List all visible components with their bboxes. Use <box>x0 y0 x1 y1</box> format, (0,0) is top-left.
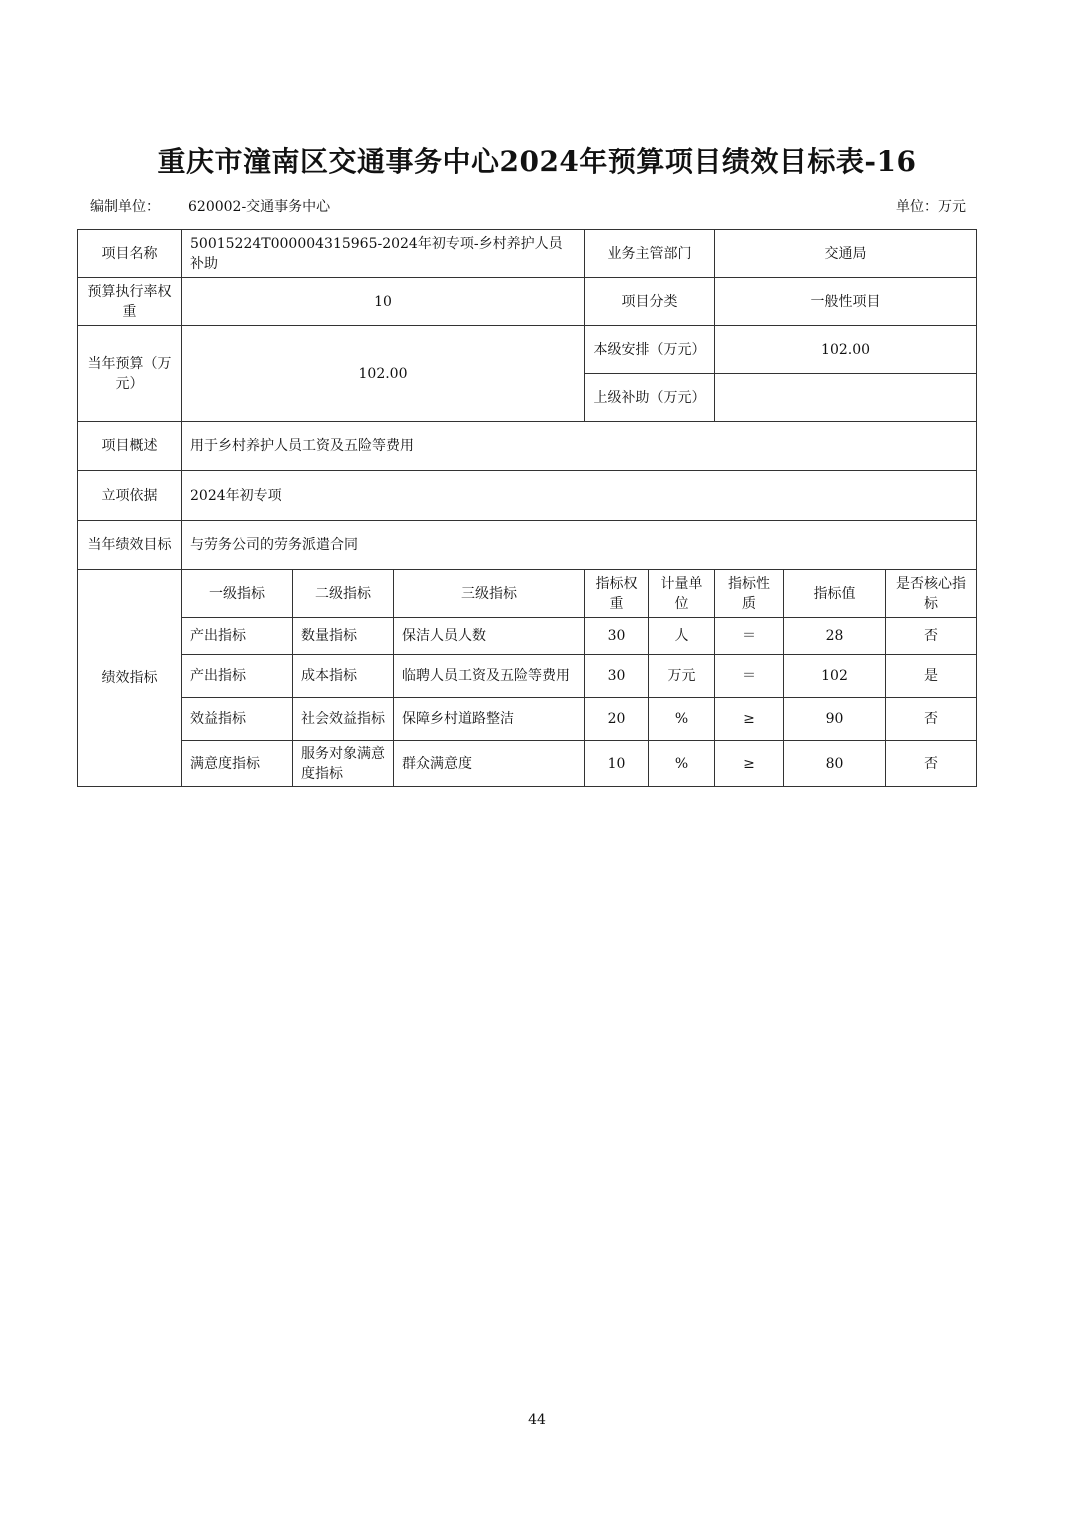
page-number: 44 <box>528 1412 546 1428</box>
row-nature: ≥ <box>715 741 784 787</box>
local-arrangement-label: 本级安排（万元） <box>585 326 715 374</box>
row-weight: 30 <box>585 655 649 698</box>
dept-value: 交通局 <box>715 230 977 278</box>
row-unit: % <box>649 698 715 741</box>
row-core: 否 <box>886 618 977 655</box>
header-level1: 一级指标 <box>182 570 293 618</box>
page-title: 重庆市潼南区交通事务中心2024年预算项目绩效目标表-16 <box>157 145 917 178</box>
header-unit: 计量单位 <box>649 570 715 618</box>
header-value: 指标值 <box>784 570 886 618</box>
header-weight: 指标权重 <box>585 570 649 618</box>
row-level1: 效益指标 <box>182 698 293 741</box>
row-level3: 群众满意度 <box>394 741 585 787</box>
row-level3: 临聘人员工资及五险等费用 <box>394 655 585 698</box>
row-core: 否 <box>886 741 977 787</box>
table-row <box>78 698 977 741</box>
exec-rate-label: 预算执行率权重 <box>78 278 182 326</box>
row-level2: 数量指标 <box>293 618 394 655</box>
row-value: 102 <box>784 655 886 698</box>
row-weight: 30 <box>585 618 649 655</box>
row-value: 90 <box>784 698 886 741</box>
header-core: 是否核心指标 <box>886 570 977 618</box>
local-arrangement-value: 102.00 <box>715 326 977 374</box>
goal-value: 与劳务公司的劳务派遣合同 <box>182 521 977 570</box>
row-nature: ≥ <box>715 698 784 741</box>
header-level3: 三级指标 <box>394 570 585 618</box>
row-core: 是 <box>886 655 977 698</box>
overview-value: 用于乡村养护人员工资及五险等费用 <box>182 422 977 471</box>
row-core: 否 <box>886 698 977 741</box>
row-value: 28 <box>784 618 886 655</box>
row-nature: ＝ <box>715 655 784 698</box>
compiling-unit-value: 620002-交通事务中心 <box>188 199 331 215</box>
compiling-unit <box>90 196 330 216</box>
row-unit: 人 <box>649 618 715 655</box>
overview-label: 项目概述 <box>78 422 182 471</box>
performance-section-label: 绩效指标 <box>78 570 182 787</box>
basis-label: 立项依据 <box>78 471 182 521</box>
category-label: 项目分类 <box>585 278 715 326</box>
table-row <box>78 618 977 655</box>
basis-value: 2024年初专项 <box>182 471 977 521</box>
row-level1: 产出指标 <box>182 655 293 698</box>
currency-unit: 单位：万元 <box>896 199 966 215</box>
row-level2: 社会效益指标 <box>293 698 394 741</box>
performance-target-table <box>77 229 977 787</box>
row-level2: 服务对象满意度指标 <box>293 741 394 787</box>
upper-subsidy-value <box>715 374 977 422</box>
goal-label: 当年绩效目标 <box>78 521 182 570</box>
row-level2: 成本指标 <box>293 655 394 698</box>
row-level3: 保障乡村道路整洁 <box>394 698 585 741</box>
upper-subsidy-label: 上级补助（万元） <box>585 374 715 422</box>
budget-value: 102.00 <box>182 326 585 422</box>
project-name-label: 项目名称 <box>78 230 182 278</box>
header-level2: 二级指标 <box>293 570 394 618</box>
row-value: 80 <box>784 741 886 787</box>
header-nature: 指标性质 <box>715 570 784 618</box>
row-level1: 满意度指标 <box>182 741 293 787</box>
budget-label: 当年预算（万元） <box>78 326 182 422</box>
compiling-unit-label: 编制单位： <box>90 199 160 215</box>
row-nature: ＝ <box>715 618 784 655</box>
dept-label: 业务主管部门 <box>585 230 715 278</box>
row-weight: 20 <box>585 698 649 741</box>
row-level3: 保洁人员人数 <box>394 618 585 655</box>
exec-rate-value: 10 <box>182 278 585 326</box>
row-weight: 10 <box>585 741 649 787</box>
row-unit: % <box>649 741 715 787</box>
category-value: 一般性项目 <box>715 278 977 326</box>
table-row <box>78 655 977 698</box>
table-row <box>78 741 977 787</box>
project-name-value: 50015224T000004315965-2024年初专项-乡村养护人员补助 <box>182 230 585 278</box>
row-level1: 产出指标 <box>182 618 293 655</box>
row-unit: 万元 <box>649 655 715 698</box>
